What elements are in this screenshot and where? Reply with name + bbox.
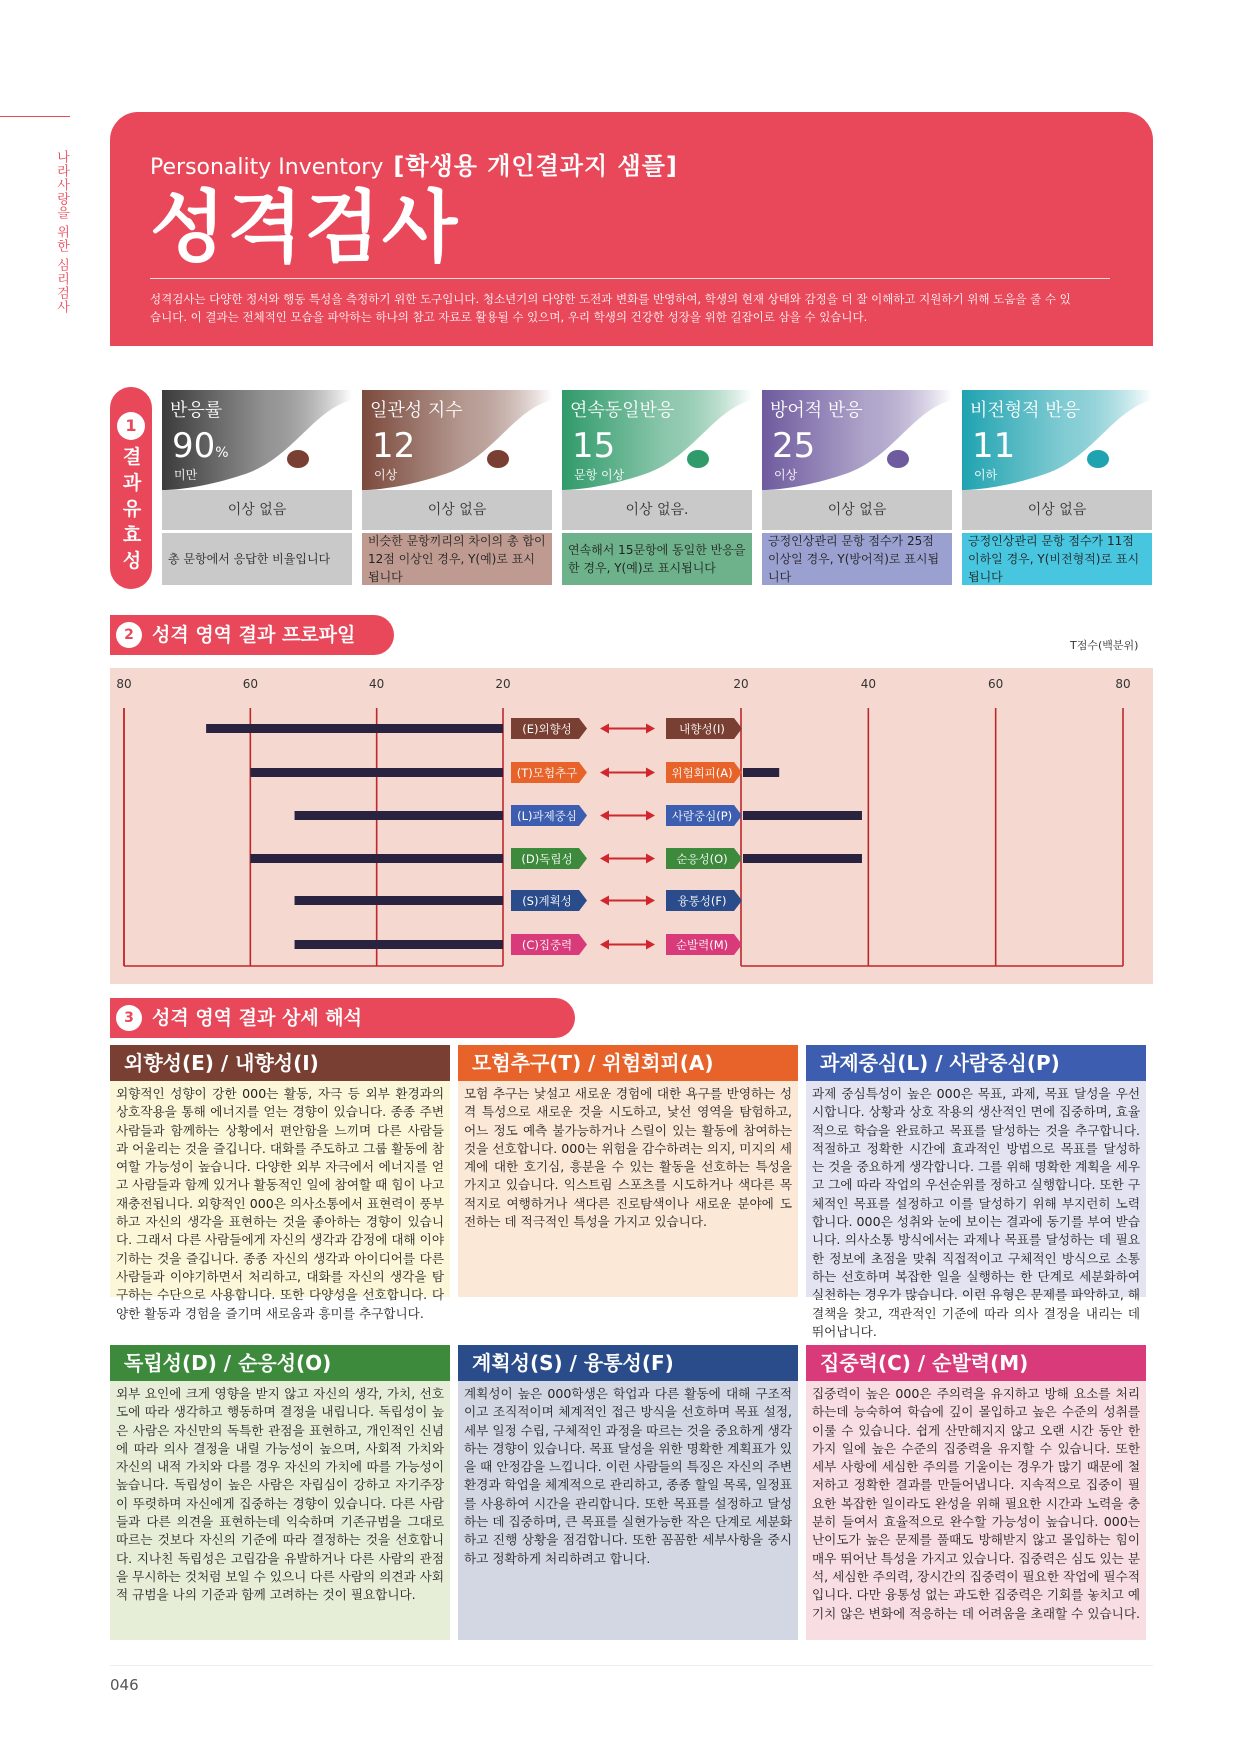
axis-tick-right: 40 (860, 677, 876, 691)
bar-left (250, 854, 503, 863)
card-description: 긍정인상관리 문항 점수가 25점 이상일 경우, Y(방어적)로 표시됩니다 (762, 533, 952, 585)
panel-title: 독립성(D) / 순응성(O) (110, 1345, 450, 1381)
card-sub: 문항 이상 (574, 468, 625, 482)
card-description: 비슷한 문항끼리의 차이의 총 합이 12점 이상인 경우, Y(예)로 표시됩니다 (362, 533, 552, 585)
panel-body: 모험 추구는 낯설고 새로운 경험에 대한 욕구를 반영하는 성격 특성으로 새로운 것을 시도하고, 낯선 영역을 탐험하고, 어느 정도 예측 불가능하거나 스릴이 있는 활동에 참여하는 것을 선호합니다. 000는 위험을 감수하려는 의지, 미지의 세계에 대한 호기심, 흥분을 수 있는 활동을 선호하는 특성을 가지고 있습니다. 익스트림 스포츠를 시도하거나 색다른 목적지로 여행하거나 색다른 진로탐색이나 새로운 분야에 도전하는 데 적극적인 특성을 가지고 있습니다. (458, 1081, 798, 1297)
bar-right (743, 854, 862, 863)
arrow-right-icon (646, 768, 655, 778)
category-label-left: (S)계획성 (522, 894, 572, 908)
arrow-left-icon (600, 811, 609, 821)
card-value-number: 12 (372, 426, 416, 466)
header-subtitle (150, 146, 678, 181)
footer-rule (110, 1665, 1153, 1666)
card-title: 반응률 (170, 400, 223, 421)
card-value (772, 426, 815, 466)
interpretation-panel (458, 1045, 798, 1297)
card-value-number: 90 (172, 426, 216, 466)
panel-title: 과제중심(L) / 사람중심(P) (806, 1045, 1146, 1081)
category-label-right: 사람중심(P) (671, 809, 733, 823)
card-dot-icon (1087, 450, 1109, 468)
category-label-right: 내향성(I) (679, 722, 725, 736)
category-label-right: 융통성(F) (677, 894, 727, 908)
card-value-number: 15 (572, 426, 616, 466)
interpretation-panel (458, 1345, 798, 1640)
panel-title: 모험추구(T) / 위험회피(A) (458, 1045, 798, 1081)
subtitle-text: Personality Inventory (150, 155, 384, 180)
card-title: 방어적 반응 (770, 400, 863, 421)
subtitle-bold: [학생용 개인결과지 샘플] (393, 152, 678, 180)
card-value-number: 11 (972, 426, 1016, 466)
card-sub: 미만 (174, 468, 198, 482)
category-label-right: 순발력(M) (675, 938, 729, 952)
arrow-right-icon (646, 896, 655, 906)
bar-right (743, 768, 779, 777)
section1-number: 1 (117, 412, 145, 440)
interpretation-panel (806, 1045, 1146, 1339)
card-status: 이상 없음 (162, 490, 352, 530)
header-rule (150, 278, 1110, 279)
panel-title: 외향성(E) / 내향성(I) (110, 1045, 450, 1081)
bar-left (206, 724, 503, 733)
tscore-note: T점수(백분위) (1070, 639, 1139, 652)
arrow-left-icon (600, 896, 609, 906)
card-top (162, 390, 352, 490)
axis-tick-left: 60 (242, 677, 258, 691)
axis-tick-left: 80 (116, 677, 132, 691)
section1-label: 결과유효성 (122, 446, 142, 572)
arrow-left-icon (600, 854, 609, 864)
card-dot-icon (287, 450, 309, 468)
page-title: 성격검사 (150, 183, 460, 273)
card-value (572, 426, 615, 466)
section3-label: 성격 영역 결과 상세 해석 (152, 1007, 362, 1029)
bar-left (295, 811, 503, 820)
card-sub: 이상 (774, 468, 798, 482)
category-label-left: (C)집중력 (521, 938, 573, 952)
validity-card (562, 390, 752, 585)
section3-number: 3 (116, 1005, 142, 1031)
interpretation-panel (110, 1345, 450, 1640)
bar-left (295, 896, 503, 905)
card-status: 이상 없음 (962, 490, 1152, 530)
card-top (962, 390, 1152, 490)
axis-tick-left: 20 (495, 677, 511, 691)
bar-right (743, 811, 862, 820)
axis-tick-left: 40 (369, 677, 385, 691)
section2-number: 2 (116, 622, 142, 648)
panel-body: 집중력이 높은 000은 주의력을 유지하고 방해 요소를 처리하는데 능숙하여 학습에 깊이 몰입하고 높은 수준의 성취를 이룰 수 있습니다. 쉽게 산만해지지 않고 오랜 시간 동안 한 가지 일에 높은 수준의 집중력을 유지할 수 있습니다. 또한 세부 사항에 세심한 주의를 기울이는 경우가 많기 때문에 철저하고 정확한 결과를 만들어냅니다. 지속적으로 집중이 필요한 복잡한 일이라도 완성을 위해 필요한 시간과 노력을 충분히 들여서 효율적으로 완수할 가능성이 높습니다. 000는 난이도가 높은 문제를 풀때도 방해받지 않고 몰입하는 힘이 매우 뛰어난 특성을 가지고 있습니다. 집중력은 심도 있는 분석, 세심한 주의력, 장시간의 집중력이 필요한 작업에 필수적입니다. 다만 융통성 없는 과도한 집중력은 기회를 놓치고 예기치 않은 변화에 적응하는 데 어려움을 초래할 수 있습니다. (806, 1381, 1146, 1640)
validity-card (162, 390, 352, 585)
category-label-right: 위험회피(A) (671, 766, 733, 780)
panel-title: 집중력(C) / 순발력(M) (806, 1345, 1146, 1381)
card-value (972, 426, 1015, 466)
card-value-unit: % (215, 445, 229, 461)
arrow-left-icon (600, 724, 609, 734)
page-number: 046 (110, 1676, 139, 1694)
card-title: 비전형적 반응 (970, 400, 1081, 421)
card-title: 연속동일반응 (570, 400, 675, 421)
category-label-left: (T)모험추구 (516, 766, 578, 780)
arrow-right-icon (646, 854, 655, 864)
arrow-right-icon (646, 724, 655, 734)
interpretation-panel (806, 1345, 1146, 1640)
card-status: 이상 없음 (362, 490, 552, 530)
card-top (762, 390, 952, 490)
card-top (562, 390, 752, 490)
side-label: 나라사랑을 위한 심리검사 (54, 150, 69, 315)
arrow-right-icon (646, 940, 655, 950)
validity-card (762, 390, 952, 585)
interpretation-panel (110, 1045, 450, 1321)
card-status: 이상 없음. (562, 490, 752, 530)
side-rule (0, 116, 70, 117)
card-description: 총 문항에서 응답한 비율입니다 (162, 533, 352, 585)
panel-body: 계획성이 높은 000학생은 학업과 다른 활동에 대해 구조적이고 조직적이며 체계적인 접근 방식을 선호하며 목표 설정, 세부 일정 수립, 구체적인 과정을 따르는 것을 중요하게 생각하는 경향이 있습니다. 목표 달성을 위한 명확한 계획표가 있을 때 안정감을 느낍니다. 이런 사람들의 특징은 자신의 주변 환경과 학업을 체계적으로 관리하고, 종종 할일 목록, 일정표를 사용하여 시간을 관리합니다. 또한 목표를 설정하고 달성하는 데 집중하며, 큰 목표를 실현가능한 작은 단계로 세분화하고 진행 상황을 점검합니다. 또한 꼼꼼한 세부사항을 중시하고 정확하게 처리하려고 합니다. (458, 1381, 798, 1640)
card-value-number: 25 (772, 426, 816, 466)
card-dot-icon (887, 450, 909, 468)
card-value (372, 426, 415, 466)
arrow-left-icon (600, 768, 609, 778)
section2-label: 성격 영역 결과 프로파일 (152, 624, 356, 646)
card-description: 연속해서 15문항에 동일한 반응을 한 경우, Y(예)로 표시됩니다 (562, 533, 752, 585)
category-label-left: (L)과제중심 (517, 809, 577, 823)
card-value (172, 426, 229, 466)
card-description: 긍정인상관리 문항 점수가 11점 이하일 경우, Y(비전형적)로 표시됩니다 (962, 533, 1152, 585)
card-dot-icon (687, 450, 709, 468)
category-label-left: (D)독립성 (521, 852, 573, 866)
validity-card (362, 390, 552, 585)
header-description: 성격검사는 다양한 정서와 행동 특성을 측정하기 위한 도구입니다. 청소년기의 다양한 도전과 변화를 반영하여, 학생의 현재 상태와 감정을 더 잘 이해하고 지원하기 위해 도움을 줄 수 있습니다. 이 결과는 전체적인 모습을 파악하는 하나의 참고 자료로 활용될 수 있으며, 우리 학생의 건강한 성장을 위한 길잡이로 삼을 수 있습니다. (150, 292, 1071, 324)
axis-tick-right: 20 (733, 677, 749, 691)
card-title: 일관성 지수 (370, 400, 463, 421)
panel-body: 과제 중심특성이 높은 000은 목표, 과제, 목표 달성을 우선시합니다. 상황과 상호 작용의 생산적인 면에 집중하며, 효율적으로 학습을 완료하고 목표를 달성하는 것을 추구합니다. 적절하고 정확한 시간에 효과적인 방법으로 목표를 달성하는 것을 중요하게 생각합니다. 그를 위해 명확한 계획을 세우고 그에 따라 작업의 우선순위를 정하고 실행합니다. 또한 구체적인 목표를 설정하고 이를 달성하기 위해 부지런히 노력합니다. 000은 성취와 눈에 보이는 결과에 동기를 부여 받습니다. 의사소통 방식에서는 과제나 목표를 달성하는 데 필요한 정보에 초점을 맞춰 직접적이고 구체적인 방식으로 소통하는 선호하며 복잡한 일을 실행하는 한 단계로 세분화하여 실천하는 경우가 많습니다. 이런 유형은 문제를 파악하고, 해결책을 찾고, 객관적인 기준에 따라 의사 결정을 내리는 데 뛰어납니다. (806, 1081, 1146, 1297)
bar-left (250, 768, 503, 777)
validity-card (962, 390, 1152, 585)
panel-body: 외향적인 성향이 강한 000는 활동, 자극 등 외부 환경과의 상호작용을 통해 에너지를 얻는 경향이 있습니다. 종종 주변사람들과 함께하는 상황에서 편안함을 느끼며 다른 사람들과 어울리는 것을 즐깁니다. 대화를 주도하고 그룹 활동에 참여할 가능성이 높습니다. 다양한 외부 자극에서 에너지를 얻고 사람들과 함께 있거나 활동적인 일에 참여할 때 힘이 나고 재충전됩니다. 외향적인 000은 의사소통에서 표현력이 풍부하고 자신의 생각을 표현하는 것을 좋아하는 경향이 있습니다. 그래서 다른 사람들에게 자신의 생각과 감정에 대해 이야기하는 것을 즐깁니다. 종종 자신의 생각과 아이디어를 다른 사람들과 이야기하면서 처리하고, 대화를 자신의 생각을 탐구하는 수단으로 사용합니다. 또한 다양성을 선호합니다. 다양한 활동과 경험을 즐기며 새로움과 흥미를 추구합니다. (110, 1081, 450, 1297)
card-top (362, 390, 552, 490)
card-dot-icon (487, 450, 509, 468)
axis-tick-right: 80 (1115, 677, 1131, 691)
category-label-right: 순응성(O) (676, 852, 728, 866)
arrow-left-icon (600, 940, 609, 950)
profile-chart (110, 668, 1153, 984)
card-sub: 이상 (374, 468, 398, 482)
axis-tick-right: 60 (988, 677, 1004, 691)
category-label-left: (E)외향성 (522, 722, 572, 736)
card-sub: 이하 (974, 468, 998, 482)
arrow-right-icon (646, 811, 655, 821)
card-status: 이상 없음 (762, 490, 952, 530)
bar-left (295, 940, 503, 949)
panel-title: 계획성(S) / 융통성(F) (458, 1345, 798, 1381)
panel-body: 외부 요인에 크게 영향을 받지 않고 자신의 생각, 가치, 선호도에 따라 생각하고 행동하며 결정을 내립니다. 독립성이 높은 사람은 자신만의 독특한 관점을 표현하고, 개인적인 신념에 따라 의사 결정을 내릴 가능성이 높으며, 사회적 가치와 자신의 내적 가치와 다를 경우 자신의 가치에 따를 가능성이 높습니다. 독립성이 높은 사람은 자립심이 강하고 자기주장이 뚜렷하며 자신에게 집중하는 경향이 있습니다. 다른 사람들과 다른 의견을 표현하는데 익숙하며 기존규범을 그대로 따르는 것보다 자신의 기준에 따라 결정하는 것을 선호합니다. 지나친 독립성은 고립감을 유발하거나 다른 사람의 관점을 무시하는 것처럼 보일 수 있으니 다른 사람의 의견과 사회적 규범을 나의 기준과 함께 고려하는 것이 필요합니다. (110, 1381, 450, 1640)
